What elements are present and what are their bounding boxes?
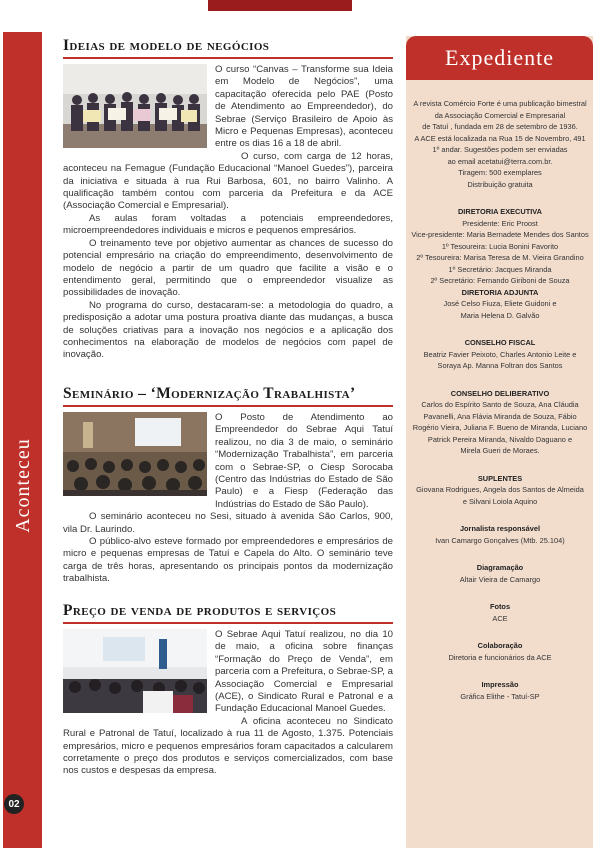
article-title: Ideias de modelo de negócios bbox=[63, 37, 270, 54]
section-heading: Diagramação bbox=[476, 563, 524, 572]
article-title: Seminário – ‘Modernização Trabalhista’ bbox=[63, 385, 356, 402]
article-preco bbox=[63, 602, 393, 778]
article-body: O Sebrae Aqui Tatuí realizou, no dia 10 de maio, a oficina sobre finanças “Formação do Preço de Venda”, em parceria com a Prefeitura, o Sebrae-SP, a Associação Comercial e Empresarial (ACE), o Sindicato Rural e Patronal e a Fundação Educacional Manoel Guedes. A oficina aconteceu no Sindicato Rural e Patronal de Tatuí, localizado à rua 11 de Agosto, 1.375. Potenciais empresários, micro e pequenos empresários foram capacitados a calcularem corretamente o preço dos produtos e serviços comercializados, com base nos custos e despesas da empresa. bbox=[63, 629, 393, 777]
article-ideias bbox=[63, 37, 393, 362]
top-accent-bar bbox=[208, 0, 352, 11]
section-heading: Colaboração bbox=[477, 641, 523, 650]
section-heading: DIRETORIA EXECUTIVA bbox=[457, 207, 543, 216]
section-heading: DIRETORIA ADJUNTA bbox=[461, 287, 539, 297]
section-heading: CONSELHO FISCAL bbox=[464, 338, 536, 347]
seminar-photo bbox=[63, 412, 207, 496]
title-underline bbox=[63, 622, 393, 624]
workshop-photo bbox=[63, 64, 207, 148]
expediente-header: Expediente bbox=[406, 36, 593, 80]
expediente-intro: A revista Comércio Forte é uma publicação bimestral da Associação Comercial e Empresarial de Tatuí , fundada em 28 de setembro de 1936. A ACE está localizada na Rua 15 de Novembro, 491 1º andar. Sugestões podem ser enviadas ao email acetatui@terra.com.br. Tiragem: 500 exemplares Distribuição gratuita bbox=[413, 99, 587, 189]
section-heading: Jornalista responsável bbox=[459, 524, 541, 533]
section-label: Aconteceu bbox=[11, 437, 34, 533]
title-underline bbox=[63, 57, 393, 59]
section-heading: CONSELHO DELIBERATIVO bbox=[450, 388, 550, 398]
article-body: O Posto de Atendimento ao Empreendedor do Sebrae Aqui Tatuí realizou, no dia 3 de maio, o seminário “Modernização Trabalhista”, em parceria com o Sebrae-SP, o Ciesp Sorocaba (Centro das Indústrias do Estado de São Paulo) e a Fiesp (Federação das Indústrias do Estado de São Paulo). O seminário aconteceu no Sesi, situado à avenida São Carlos, 900, vila Dr. Laurindo. O público-alvo esteve formado por empreendedores e empresários de micro e pequenas empresas de Tatuí e Capela do Alto. O seminário teve carga de três horas, apresentando os principais pontos da modernização trabalhista. bbox=[63, 412, 393, 585]
section-heading: Impressão bbox=[481, 680, 519, 689]
article-body: O curso “Canvas – Transforme sua Ideia em Modelo de Negócios”, uma capacitação oferecida pelo PAE (Posto de Atendimento ao Empreendedor), do Sebrae (Serviço Brasileiro de Apoio às Micro e Pequenas Empresas), aconteceu entre os dias 16 a 18 de abril. O curso, com carga de 12 horas, aconteceu na Femague (Fundação Educacional “Manoel Guedes”), parceira da iniciativa e situada à rua Rui Barbosa, 601, no bairro Valinho. A qualificação também contou com parceria da Prefeitura e da ACE (Associação Comercial e Empresarial). As aulas foram voltadas a potenciais empreendedores, microempreendedores individuais e micros e pequenos empresários. O treinamento teve por objetivo aumentar as chances de sucesso do potencial empresário na criação do empreendimento, desenvolvimento de modelo de negócio a partir de um quadro que facilite a visão e o entendimento geral, permitindo que o empreendedor visualize as possibilidades de inovação. No programa do curso, destacaram-se: a metodologia do quadro, a predisposição a adotar uma postura proativa diante das mudanças, a busca de soluções criativas para a inovação nos negócios e a aplicação dos conhecimentos na elaboração de modelos de negócios com papel de inovação. bbox=[63, 64, 393, 361]
section-heading: SUPLENTES bbox=[477, 473, 523, 483]
oficina-photo bbox=[63, 629, 207, 713]
page-number: 02 bbox=[4, 794, 24, 814]
expediente-content: A revista Comércio Forte é uma publicação bimestral da Associação Comercial e Empresarial de Tatuí , fundada em 28 de setembro de 1936. A ACE está localizada na Rua 15 de Novembro, 491 1º andar. Sugestões podem ser enviadas ao email acetatui@terra.com.br. Tiragem: 500 exemplares Distribuição gratuita DIRETORIA EXECUTIVA Presidente: Eric Proost Vice-presidente: Maria Bernadete Mendes dos Santos 1º Tesoureira: Lucia Bonini Favorito 2º Tesoureira: Marisa Teresa de M. Vieira Grandino 1º Secretário: Jacques Miranda 2º Secretário: Fernando Giriboni de Souza DIRETORIA ADJUNTA José Celso Fiuza, Eliete Guidoni e Maria Helena D. Galvão CONSELHO FISCAL Beatriz Favier Peixoto, Charles Antonio Leite e Soraya Ap. Manna Foltran dos Santos CONSELHO DELIBERATIVO Carlos do Espírito Santo de Souza, Ana Cláudia Pavanelli, Ana Flávia Miranda de Souza, Fábio Rogério Vieira, Juliana F. Bueno de Miranda, Luciano Patrick Pereira Miranda, Nivaldo Daguano e Mirela Gueri de Moraes. SUPLENTES Giovana Rodrigues, Angela dos Santos de Almeida e Silvani Loiola Aquino Jornalista responsável Ivan Camargo Gonçalves (Mtb. 25.104) Diagramação Altair Vieira de Camargo Fotos ACE Colaboração Diretoria e funcionários da ACE Impressão Gráfica Elithe - Tatuí-SP bbox=[411, 99, 589, 701]
title-underline bbox=[63, 405, 393, 407]
article-seminario bbox=[63, 385, 393, 586]
section-heading: Fotos bbox=[489, 602, 511, 611]
article-title: Preço de venda de produtos e serviços bbox=[63, 602, 337, 619]
